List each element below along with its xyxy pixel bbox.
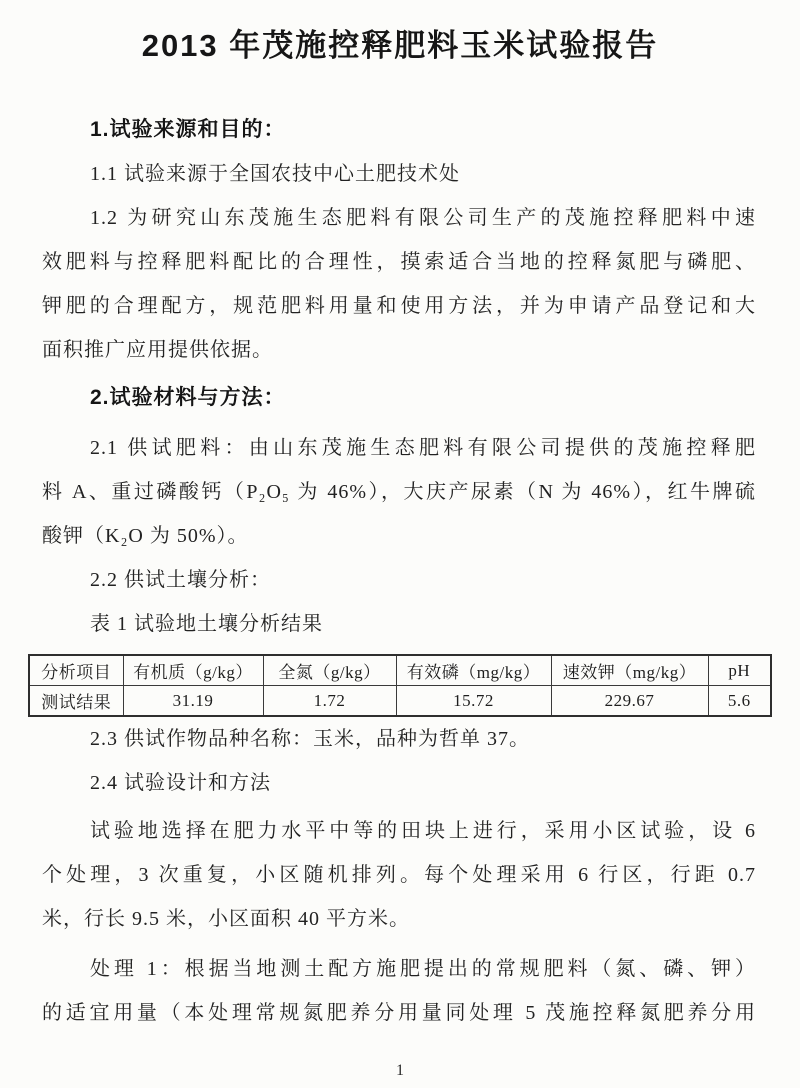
para-1-2-line-4: 面积推广应用提供依据。 [42,339,273,361]
para-2-2-heading: 2.2 供试土壤分析： [90,569,271,591]
para-2-1-line-3: 酸钾（K₂O 为 50%）。 [42,525,249,547]
para-treatment-1-line-1: 处理 1：根据当地测土配方施肥提出的常规肥料（氮、磷、钾） [90,958,756,980]
table-header-total-n: 全氮（g/kg） [263,655,396,686]
table-value-organic-matter: 31.19 [123,686,263,717]
table-value-available-k: 229.67 [551,686,708,717]
table-header-organic-matter: 有机质（g/kg） [123,655,263,686]
para-2-1 [42,426,756,558]
para-2-4-line-2: 个处理，3 次重复，小区随机排列。每个处理采用 6 行区，行距 0.7 [42,864,756,886]
document-title: 2013 年茂施控释肥料玉米试验报告 [141,28,659,63]
table-header-item: 分析项目 [29,655,123,686]
soil-analysis-table [28,654,772,717]
para-2-4-line-1: 试验地选择在肥力水平中等的田块上进行，采用小区试验，设 6 [90,820,756,842]
para-2-1-line-2: 料 A、重过磷酸钙（P₂O₅ 为 46%），大庆产尿素（N 为 46%），红牛牌硫 [42,481,756,503]
para-2-4-line-3: 米，行长 9.5 米，小区面积 40 平方米。 [42,908,410,930]
para-2-4-heading: 2.4 试验设计和方法 [90,772,271,794]
section-2-heading: 2.试验材料与方法： [90,386,286,409]
table-value-total-n: 1.72 [263,686,396,717]
para-treatment-1-line-2: 的适宜用量（本处理常规氮肥养分用量同处理 5 茂施控释氮肥养分用 [42,1002,756,1024]
table-data-row [29,686,771,717]
table-header-available-k: 速效钾（mg/kg） [551,655,708,686]
table-1-caption: 表 1 试验地土壤分析结果 [90,613,323,635]
para-1-2-line-2: 效肥料与控释肥料配比的合理性，摸索适合当地的控释氮肥与磷肥、 [42,251,756,273]
para-2-4-design [42,809,756,941]
para-1-1: 1.1 试验来源于全国农技中心土肥技术处 [90,163,460,185]
table-row-label: 测试结果 [29,686,123,717]
para-2-3: 2.3 供试作物品种名称：玉米，品种为哲单 37。 [90,728,530,750]
para-1-2 [42,196,756,372]
table-header-ph: pH [708,655,771,686]
section-1-heading: 1.试验来源和目的： [90,118,286,141]
table-value-ph: 5.6 [708,686,771,717]
table-header-available-p: 有效磷（mg/kg） [396,655,551,686]
document-body [0,108,800,1035]
para-1-2-line-3: 钾肥的合理配方，规范肥料用量和使用方法，并为申请产品登记和大 [42,295,756,317]
para-1-2-line-1: 1.2 为研究山东茂施生态肥料有限公司生产的茂施控释肥料中速 [90,207,756,229]
para-2-1-line-1: 2.1 供试肥料：由山东茂施生态肥料有限公司提供的茂施控释肥 [90,437,756,459]
para-treatment-1 [42,947,756,1035]
table-value-available-p: 15.72 [396,686,551,717]
table-header-row [29,655,771,686]
page-number: 1 [396,1062,404,1079]
